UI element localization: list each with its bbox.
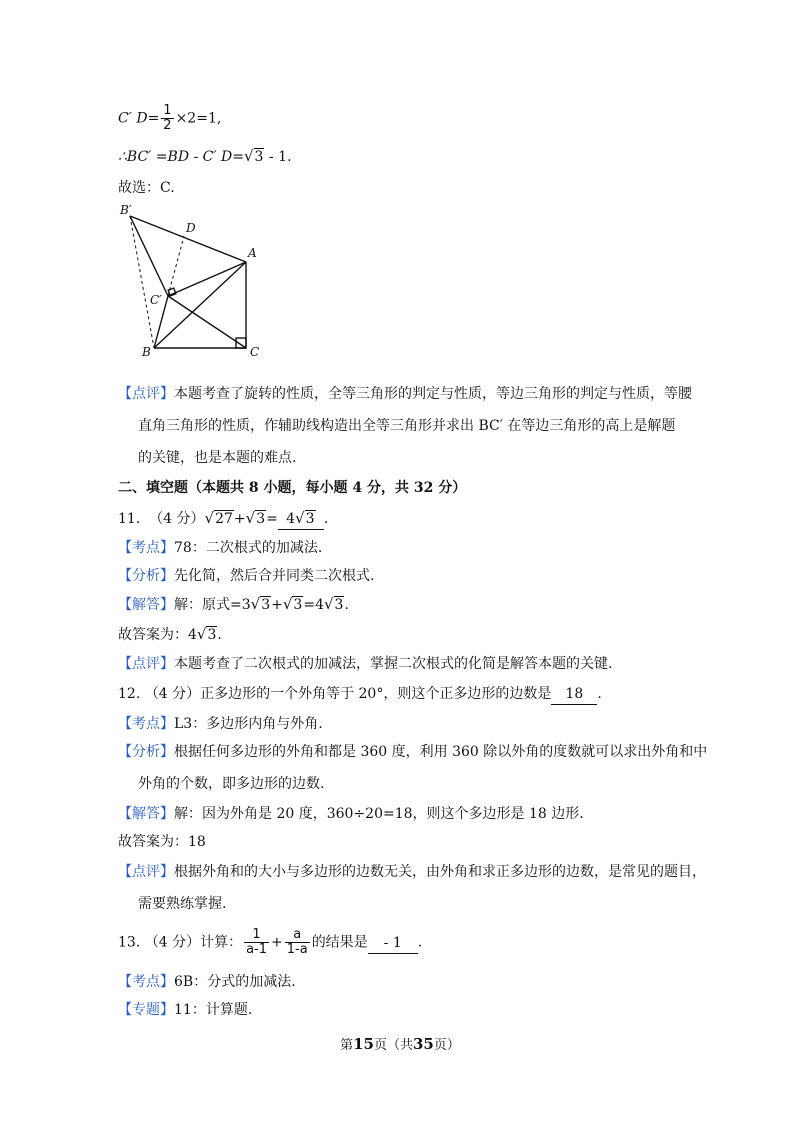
jieda: 【解答】解：原式=3√3+√3=4√3. — [118, 595, 349, 613]
answer-line: 故答案为：18 — [118, 834, 206, 850]
page-footer: 第15页（共35页） — [340, 1035, 460, 1053]
dianping: 【点评】根据外角和的大小与多边形的边数无关，由外角和求正多边形的边数，是常见的题目， — [118, 864, 706, 880]
label-b-prime: B′ — [120, 203, 132, 217]
kaodian: 【考点】L3：多边形内角与外角. — [118, 716, 323, 732]
label-d: D — [186, 221, 196, 235]
solution-line-bc: ∴BC′ =BD - C′ D=√3 - 1. — [118, 147, 292, 165]
label-a: A — [248, 246, 257, 260]
label-c-prime: C′ — [150, 293, 162, 307]
section-heading: 二、填空题（本题共 8 小题，每小题 4 分，共 32 分） — [118, 480, 467, 496]
kaodian: 【考点】6B：分式的加减法. — [118, 974, 296, 990]
geometry-figure — [118, 202, 278, 362]
answer-choice: 故选：C. — [118, 180, 175, 196]
question-13: 13. （4 分）计算： $\frac{1}{a-1}$ + $\frac{a}{1-a}$ 的结果是 - 1 . — [118, 927, 423, 957]
fenxi: 【分析】先化简，然后合并同类二次根式. — [118, 568, 375, 584]
radical: √3 — [243, 147, 264, 165]
label-c: C — [250, 345, 260, 359]
fenxi: 【分析】根据任何多边形的外角和都是 360 度，利用 360 除以外角的度数就可以求出外角和中 — [118, 744, 708, 760]
answer-blank: 4√3 — [278, 508, 324, 530]
answer-blank: - 1 — [368, 933, 418, 954]
answer-line: 故答案为：4√3. — [118, 625, 222, 643]
jieda: 【解答】解：因为外角是 20 度，360÷20=18，则这个多边形是 18 边形. — [118, 806, 584, 822]
dianping: 【点评】本题考查了二次根式的加减法，掌握二次根式的化简是解答本题的关键. — [118, 656, 613, 672]
fraction-half: $\frac{1}{2}$ — [163, 103, 172, 133]
label-b: B — [142, 345, 151, 359]
answer-blank: 18 — [551, 684, 597, 705]
solution-line-cd: C′ D= $\frac{1}{2}$ ×2=1, — [118, 103, 222, 133]
question-12: 12. （4 分）正多边形的一个外角等于 20°，则这个正多边形的边数是 18 . — [118, 684, 602, 705]
question-11: 11. （4 分）√27+√3= 4√3 . — [118, 508, 328, 530]
comment-block: 【点评】本题考查了旋转的性质，全等三角形的判定与性质，等边三角形的判定与性质，等腰 — [118, 386, 692, 402]
zhuanti: 【专题】11：计算题. — [118, 1002, 253, 1018]
kaodian: 【考点】78：二次根式的加减法. — [118, 540, 323, 556]
